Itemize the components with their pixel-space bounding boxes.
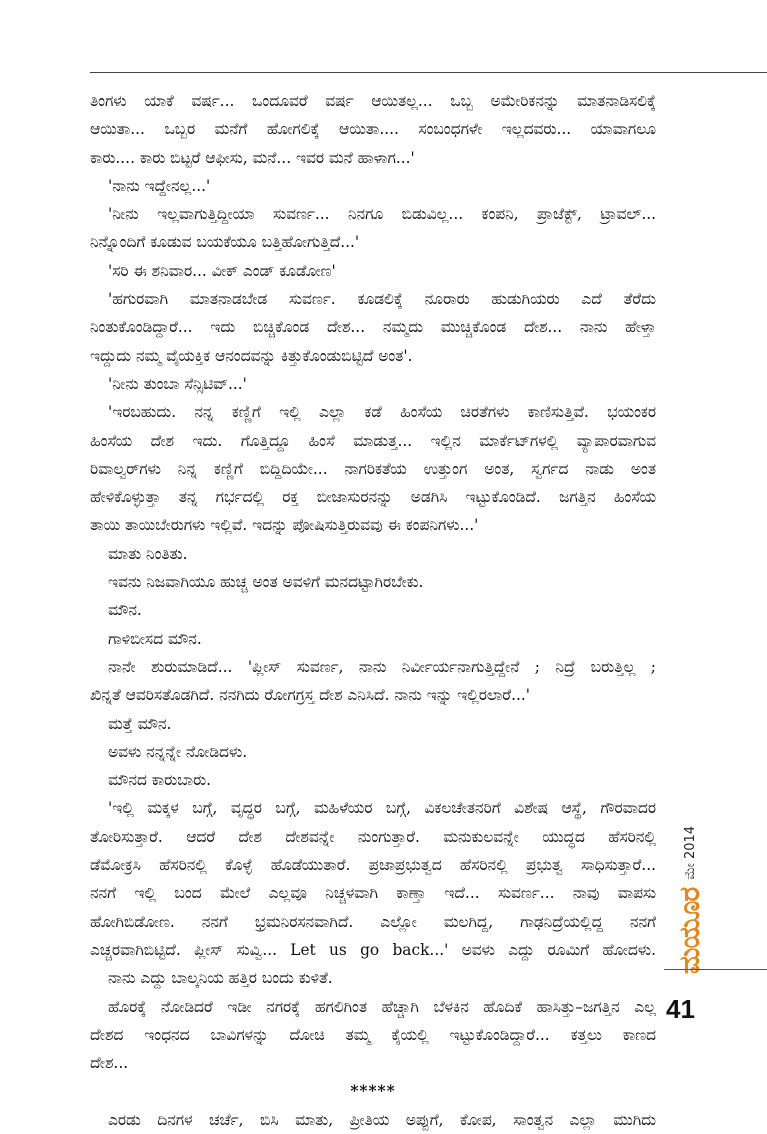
text-line: ಮತ್ತೆ ಮೌನ. xyxy=(108,714,172,733)
text-line: ನಿಂತುಕೊಂಡಿದ್ದಾರೆ... ಇದು ಬಿಚ್ಚಿಕೊಂಡ ದೇಶ... ನಮ್ಮದು ಮುಚ್ಚಿಕೊಂಡ ದೇಶ... ನಾನು ಹೇಳ್ತಾ xyxy=(90,318,656,337)
text-line: ಇದ್ದುದು ನಮ್ಮ ವೈಯಕ್ತಿಕ ಆನಂದವನ್ನು ಕಿತ್ತುಕೊಂಡುಬಿಟ್ಟಿದೆ ಅಂತ'. xyxy=(90,346,413,365)
text-line: 'ಹಗುರವಾಗಿ ಮಾತನಾಡಬೇಡ ಸುವರ್ಣ. ಕೂಡಲಿಕ್ಕೆ ನೂರಾರು ಹುಡುಗಿಯರು ಎದೆ ತೆರೆದು xyxy=(108,290,656,309)
footer-divider xyxy=(664,969,767,970)
text-line: ಮೌನದ ಕಾರುಬಾರು. xyxy=(108,771,212,790)
text-line: ದೇಶ... xyxy=(90,1054,129,1073)
text-line: ನನಗೆ ಇಲ್ಲಿ ಬಂದ ಮೇಲೆ ಎಲ್ಲವೂ ನಿಚ್ಚಳವಾಗಿ ಕಾಣ್ತಾ ಇದೆ... ಸುವರ್ಣ... ನಾವು ವಾಪಸು xyxy=(90,884,656,903)
text-line: ಹೇಳಿಕೊಳ್ಳುತ್ತಾ ತನ್ನ ಗರ್ಭದಲ್ಲಿ ರಕ್ತ ಬೀಜಾಸುರನನ್ನು ಅಡಗಿಸಿ ಇಟ್ಟುಕೊಂಡಿದೆ. ಜಗತ್ತಿನ ಹಿಂಸೆಯ xyxy=(90,488,656,507)
text-line: 'ಇಲ್ಲಿ ಮಕ್ಕಳ ಬಗ್ಗೆ, ವೃದ್ಧರ ಬಗ್ಗೆ, ಮಹಿಳೆಯರ ಬಗ್ಗೆ, ವಿಕಲಚೇತನರಿಗೆ ವಿಶೇಷ ಆಸ್ಥೆ, ಗೌರವಾದರ xyxy=(108,799,656,818)
text-line: 'ನೀನು ಇಲ್ಲವಾಗುತ್ತಿದ್ದೀಯಾ ಸುವರ್ಣ... ನಿನಗೂ ಬಿಡುವಿಲ್ಲ... ಕಂಪನಿ, ಪ್ರಾಜೆಕ್ಟ್, ಟ್ರಾವಲ್... xyxy=(108,205,656,224)
text-line: ಮೌನ. xyxy=(108,601,142,620)
text-line: ಖಿನ್ನತೆ ಆವರಿಸತೊಡಗಿದೆ. ನನಗಿದು ರೋಗಗ್ರಸ್ತ ದೇಶ ಎನಿಸಿದೆ. ನಾನು ಇನ್ನು ಇಲ್ಲಿರಲಾರೆ...' xyxy=(90,686,530,705)
text-line: 'ಇರಬಹುದು. ನನ್ನ ಕಣ್ಣಿಗೆ ಇಲ್ಲಿ ಎಲ್ಲಾ ಕಡೆ ಹಿಂಸೆಯ ಚಿರತೆಗಳು ಕಾಣಿಸುತ್ತಿವೆ. ಭಯಂಕರ xyxy=(108,403,656,422)
text-line: ಎಚ್ಚರವಾಗಿಬಿಟ್ಟಿದೆ. ಪ್ಲೀಸ್ ಸುವ್ವಿ... Let us go back...' ಅವಳು ಎದ್ದು ರೂಮಿಗೆ ಹೋದಳು. xyxy=(90,940,656,959)
text-line: ಹೋಗಿಬಿಡೋಣ. ನನಗೆ ಭ್ರಮನಿರಸನವಾಗಿದೆ. ಎಲ್ಲೋ ಮಲಗಿದ್ದ, ಗಾಢನಿದ್ರೆಯಲ್ಲಿದ್ದ ನನಗೆ xyxy=(90,912,656,931)
text-line: 'ನೀನು ತುಂಬಾ ಸೆನ್ಸಿಟಿವ್...' xyxy=(108,374,247,393)
text-line: ತಾಯಿ ತಾಯಿಬೇರುಗಳು ಇಲ್ಲಿವೆ. ಇದನ್ನು ಪೋಷಿಸುತ್ತಿರುವವು ಈ ಕಂಪನಿಗಳು...' xyxy=(90,516,479,535)
article-body xyxy=(90,87,656,1134)
magazine-logo: ಮಯೂರ xyxy=(673,887,706,975)
text-line: ***** xyxy=(350,1082,396,1101)
text-line: 'ನಾನು ಇದ್ದೇನಲ್ಲ...' xyxy=(108,176,211,195)
text-line: ಇವನು ನಿಜವಾಗಿಯೂ ಹುಚ್ಚ ಅಂತ ಅವಳಿಗೆ ಮನದಟ್ಟಾಗಿರಬೇಕು. xyxy=(108,573,424,592)
text-line: ಮಾತು ನಿಂತಿತು. xyxy=(108,544,188,563)
text-line: ಎರಡು ದಿನಗಳ ಚರ್ಚೆ, ಬಿಸಿ ಮಾತು, ಪ್ರೀತಿಯ ಅಪ್ಪುಗೆ, ಕೋಪ, ಸಾಂತ್ವನ ಎಲ್ಲಾ ಮುಗಿದು xyxy=(108,1110,656,1129)
text-line: ಡೆಮೋಕ್ರಸಿ ಹೆಸರಿನಲ್ಲಿ ಕೊಳ್ಳೆ ಹೊಡೆಯುತಾರೆ. ಪ್ರಜಾಪ್ರಭುತ್ವದ ಹೆಸರಿನಲ್ಲಿ ಪ್ರಭುತ್ವ ಸಾಧಿಸುತ್ತಾರೆ... xyxy=(90,856,656,875)
text-line: ಕಾರು.... ಕಾರು ಬಿಟ್ಟರೆ ಆಫೀಸು, ಮನೆ... ಇವರ ಮನೆ ಹಾಳಾಗ...' xyxy=(90,148,415,167)
text-line: ನಾನು ಎದ್ದು ಬಾಲ್ಕನಿಯ ಹತ್ತಿರ ಬಂದು ಕುಳಿತೆ. xyxy=(108,969,333,988)
text-line: ಹೊರಕ್ಕೆ ನೋಡಿದರೆ ಇಡೀ ನಗರಕ್ಕೆ ಹಗಲಿಗಿಂತ ಹೆಚ್ಚಾಗಿ ಬೆಳಕಿನ ಹೊದಿಕೆ ಹಾಸಿತ್ತು–ಜಗತ್ತಿನ ಎಲ್ಲ xyxy=(108,997,656,1016)
text-line: ತೋರಿಸುತ್ತಾರೆ. ಆದರೆ ದೇಶ ದೇಶವನ್ನೇ ನುಂಗುತ್ತಾರೆ. ಮನುಕುಲವನ್ನೇ ಯುದ್ಧದ ಹೆಸರಿನಲ್ಲಿ xyxy=(90,827,656,846)
text-line: ಗಾಳಿಬೀಸದ ಮೌನ. xyxy=(108,629,202,648)
text-line: ಅವಳು ನನ್ನನ್ನೇ ನೋಡಿದಳು. xyxy=(108,742,248,761)
header-divider xyxy=(90,72,767,73)
text-line: ನಿನ್ನೊಂದಿಗೆ ಕೂಡುವ ಬಯಕೆಯೂ ಬತ್ತಿಹೋಗುತ್ತಿದೆ...' xyxy=(90,233,360,252)
page-number: 41 xyxy=(666,994,695,1024)
text-line: ತಿಂಗಳು ಯಾಕೆ ವರ್ಷ... ಒಂದೂವರೆ ವರ್ಷ ಆಯಿತಲ್ಲ... ಒಬ್ಬ ಅಮೇರಿಕನನ್ನು ಮಾತನಾಡಿಸಲಿಕ್ಕೆ xyxy=(90,92,656,110)
text-line: ನಾನೇ ಶುರುಮಾಡಿದೆ... 'ಪ್ಲೀಸ್ ಸುವರ್ಣ, ನಾನು ನಿರ್ವೀರ್ಯನಾಗುತ್ತಿದ್ದೇನೆ ; ನಿದ್ರೆ ಬರುತ್ತಿಲ್ಲ ; xyxy=(108,657,656,676)
text-line: ರಿವಾಲ್ವರ್‌ಗಳು ನಿನ್ನ ಕಣ್ಣಿಗೆ ಬಿದ್ದಿದಿಯೇ... ನಾಗರಿಕತೆಯ ಉತ್ತುಂಗ ಅಂತ, ಸ್ವರ್ಗದ ನಾಡು ಅಂತ xyxy=(90,459,656,478)
issue-date: ಮೇ 2014 xyxy=(682,825,698,880)
magazine-side-strip xyxy=(668,820,712,980)
text-line: 'ಸರಿ ಈ ಶನಿವಾರ... ವೀಕ್ ಎಂಡ್ ಕೂಡೋಣ' xyxy=(108,261,336,280)
text-line: ಆಯಿತಾ... ಒಬ್ಬರ ಮನೆಗೆ ಹೋಗಲಿಕ್ಕೆ ಆಯಿತಾ.... ಸಂಬಂಧಗಳೇ ಇಲ್ಲದವರು... ಯಾವಾಗಲೂ xyxy=(90,120,656,139)
text-line: ದೇಶದ ಇಂಧನದ ಬಾವಿಗಳನ್ನು ದೋಚಿ ತಮ್ಮ ಕೈಯಲ್ಲಿ ಇಟ್ಟುಕೊಂಡಿದ್ದಾರೆ... ಕತ್ತಲು ಕಾಣದ xyxy=(90,1025,656,1044)
text-line: ಹಿಂಸೆಯ ದೇಶ ಇದು. ಗೊತ್ತಿದ್ದೂ ಹಿಂಸೆ ಮಾಡುತ್ತ... ಇಲ್ಲಿನ ಮಾರ್ಕೆಟ್‌ಗಳಲ್ಲಿ ವ್ಯಾಪಾರವಾಗುವ xyxy=(90,431,656,450)
